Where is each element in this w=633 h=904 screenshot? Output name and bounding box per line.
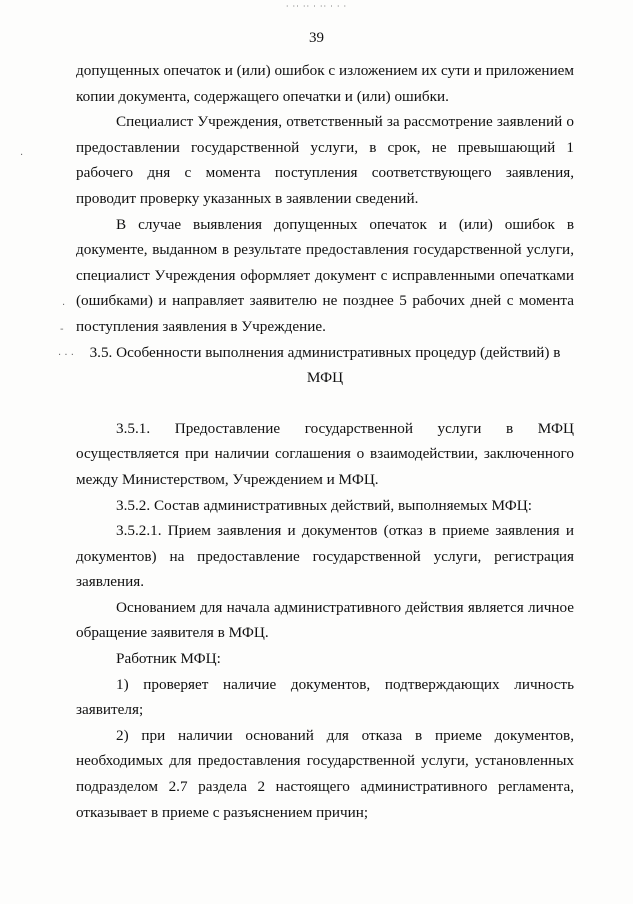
scan-speck: · (20, 150, 24, 161)
page-number: 39 (309, 30, 324, 46)
paragraph: 3.5.2.1. Прием заявления и документов (отказ в приеме заявления и документов) на предоставление государственной услуги, регистрация заявления. (76, 522, 574, 591)
scan-speck: · (62, 300, 66, 311)
paragraph: Основанием для начала административного действия является личное обращение заявителя в МФЦ. (76, 598, 574, 642)
paragraph: В случае выявления допущенных опечаток и (или) ошибок в документе, выданном в результате предоставления государственной услуги, специалист Учреждения оформляет документ с исправленными опечатками (ошибками) и направляет заявителю не позднее 5 рабочих дней с момента поступления заявления в Учреждение. (76, 215, 574, 335)
paragraph: 3.5.2. Состав административных действий, выполняемых МФЦ: (116, 496, 532, 514)
spacer (76, 391, 574, 416)
paragraph: Работник МФЦ: (116, 650, 221, 668)
list-item: 1) проверяет наличие документов, подтверждающих личность заявителя; (76, 675, 574, 719)
paragraph: Специалист Учреждения, ответственный за рассмотрение заявлений о предоставлении государственной услуги, в срок, не превышающий 1 рабочего дня с момента поступления соответствующего заявления, проводит проверку указанных в заявлении сведений. (76, 113, 574, 207)
section-heading-line2: МФЦ (306, 369, 344, 387)
scan-speck: - (60, 324, 64, 335)
paragraph: 3.5.1. Предоставление государственной услуги в МФЦ осуществляется при наличии соглашения о взаимодействии, заключенного между Министерством, Учреждением и МФЦ. (76, 419, 574, 488)
paragraph: допущенных опечаток и (или) ошибок с изложением их сути и приложением копии документа, содержащего опечатки и (или) ошибки. (76, 62, 574, 105)
scan-artifact: · ·· ·· · ·· · · · (285, 2, 348, 11)
section-heading: 3.5. Особенности выполнения административных процедур (действий) в (89, 343, 561, 361)
scan-speck: · · · (58, 350, 74, 361)
list-item: 2) при наличии оснований для отказа в приеме документов, необходимых для предоставления государственной услуги, установленных подразделом 2.7 раздела 2 настоящего административного регламента, отказывает в приеме с разъяснением причин; (76, 726, 574, 821)
document-body (76, 58, 574, 825)
